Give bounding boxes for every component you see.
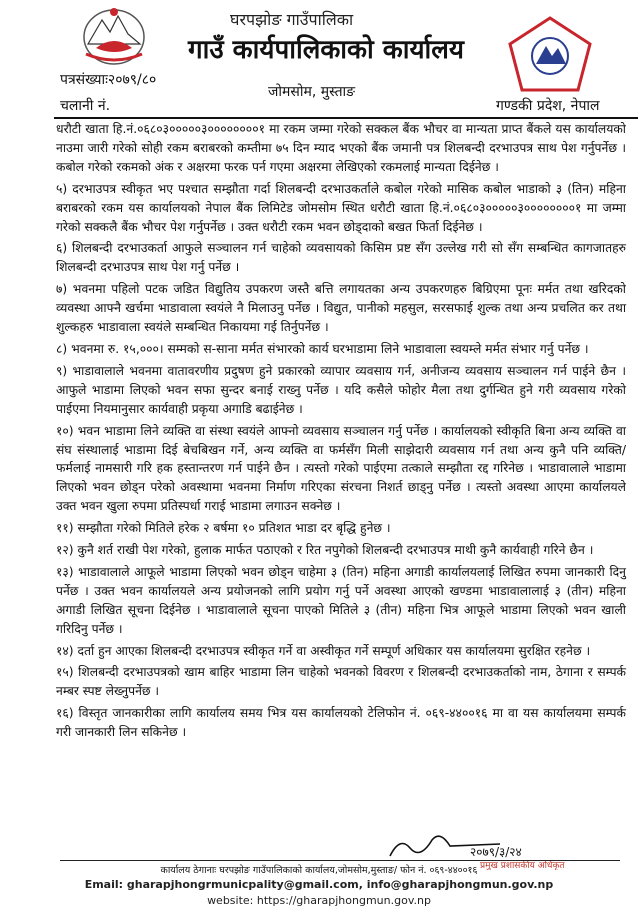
province-label: गण्डकी प्रदेश, नेपाल [496,98,600,114]
footer-address: कार्यालय ठेगानाः घरपझोङ गाउँपालिकाको कार्यालय,जोमसोम,मुस्ताङ/ फोन नं. ०६९-४४००१६ [160,865,478,876]
municipality-seal-icon [500,14,600,94]
signature-date: २०७९/३/२४ [470,845,522,859]
paragraph: ५) दरभाउपत्र स्वीकृत भए पश्चात सम्झौता गर्दा शिलबन्दी दरभाउकर्ताले कबोल गरेको मासिक कबोल भाडाको ३ (तिन) महिना बराबरको रकम यस कार्यालयको नेपाल बैंक लिमिटेड जोमसोम स्थित धरौटी खाता हि.नं.०६८०३०००००३००००००००१ मा जम्मा गरेको सक्कलै बैंक भौचर पेश गर्नुपर्नेछ । उक्त धरौटी रकम भवन छोड्दाको बखत फिर्ता दिईनेछ । [56,181,626,234]
paragraph: १३) भाडावालाले आफूले भाडामा लिएको भवन छोड्न चाहेमा ३ (तिन) महिना अगाडी कार्यालयलाई लिखित रुपमा जानकारी दिनु पर्नेछ । उक्त भवन कार्यालयले अन्य प्रयोजनको लागि प्रयोग गर्नु पर्ने अवस्था आएको खण्डमा भाडावालालाई ३ (तीन) महिना अगाडी लिखित सूचना दिईनेछ । भाडावालाले सूचना पाएको मितिले ३ (तीन) महिना भित्र आफूले भाडामा लिएको भवन खाली गरिदिनु पर्नेछ । [56,564,626,636]
paragraph: ६) शिलबन्दी दरभाउकर्ता आफुले सञ्चालन गर्न चाहेको व्यवसायको किसिम प्रष्ट सँग उल्लेख गरी सो सँग सम्बन्धित कागजातहरु शिलबन्दी दरभाउपत्र साथ पेश गर्नु पर्नेछ । [56,241,626,275]
notice-body [56,120,626,745]
letterhead [0,0,638,118]
office-location: जोमसोम, मुस्ताङ [268,84,356,100]
paragraph: १०) भवन भाडामा लिने व्यक्ति वा संस्था स्वयंले आफ्नो व्यवसाय सञ्चालन गर्नु पर्नेछ । कार्यालयको स्वीकृति बिना अन्य व्यक्ति वा संघ संस्थालाई भाडामा दिई बेचबिखन गर्ने, अन्य व्यक्ति वा फर्मसँग मिली साझेदारी व्यवसाय गर्न तथा अन्य कुनै पनि व्यक्ति/फर्मलाई नामसारी गरि हक हस्तान्तरण गर्न पाईने छैन । त्यस्तो गरेको पाईएमा तत्काले सम्झौता रद्द गरिनेछ । भाडावालाले भाडामा लिएको भवन छोड्न परेको अवस्थामा भवनमा निर्माण गरिएका संरचना निशर्त छाड्नु पर्नेछ । त्यस्तो अवस्था आएमा कार्यालयले उक्त भवन खुला रुपमा प्रतिस्पर्धा गराई भाडामा लगाउन सक्नेछ । [56,423,626,514]
dispatch-number: चलानी नं. [60,98,111,114]
stamp-text: प्रमुख प्रशासकीय अधिकृत [480,861,565,870]
nepal-emblem-icon [78,4,150,66]
paragraph: ११) सम्झौता गरेको मितिले हरेक २ बर्षमा १० प्रतिशत भाडा दर बृद्धि हुनेछ । [56,521,391,536]
paragraph: धरौटी खाता हि.नं.०६८०३०००००३००००००००१ मा रकम जम्मा गरेको सक्कल बैंक भौचर वा मान्यता प्राप्त बैंकले यस कार्यालयको नाउमा जारी गरेको सोही रकम बराबरको कम्तीमा ७५ दिन म्याद भएको बैंक जमानी पत्र शिलबन्दी दरभाउपत्र साथ पेश गर्नुपर्नेछ । कबोल गरेको रकमको अंक र अक्षरमा फरक पर्न गएमा अक्षरमा लेखिएको रकमलाई मान्यता दिईनेछ । [56,122,626,174]
paragraph: ७) भवनमा पहिलो पटक जडित विद्युतिय उपकरण जस्तै बत्ति लगायतका अन्य उपकरणहरु बिग्रिएमा पूनः मर्मत तथा खरिदको व्यवस्था आफ्नै खर्चमा भाडावाला स्वयंले नै मिलाउनु पर्नेछ । विद्युत, पानीको महसुल, सरसफाई शुल्क तथा अन्य प्रचलित कर तथा शुल्कहरु भाडावाला स्वयंले सम्बन्धित निकायमा गई तिर्नुपर्नेछ । [56,282,626,335]
paragraph: १४) दर्ता हुन आएका शिलबन्दी दरभाउपत्र स्वीकृत गर्ने वा अस्वीकृत गर्ने सम्पूर्ण अधिकार यस कार्यालयमा सुरक्षित रहनेछ । [56,643,591,658]
paragraph: १५) शिलबन्दी दरभाउपत्रको खाम बाहिर भाडामा लिन चाहेको भवनको विवरण र शिलबन्दी दरभाउकर्ताको नाम, ठेगाना र सम्पर्क नम्बर स्पष्ट लेख्नुपर्नेछ । [56,665,626,699]
paragraph: ९) भाडावालाले भवनमा वातावरणीय प्रदुषण हुने प्रकारको व्यापार व्यवसाय गर्न, अनीजन्य व्यवसाय सञ्चालन गर्न पाईने छैन । आफुले भाडामा लिएको भवन सफा सुन्दर बनाई राख्नु पर्नेछ । यदि कसैले फोहोर मैला तथा दुर्गन्धित हुने गरी व्यवसाय गरेको पाईएमा नियमानुसार कार्यवाही प्रकृया अगाडि बढाईनेछ । [56,363,626,416]
footer-website: website: https://gharapjhongmun.gov.np [207,894,431,907]
footer-divider [60,860,620,861]
office-title: गाउँ कार्यपालिकाको कार्यालय [188,35,464,65]
header-divider [54,117,638,119]
reference-number: पत्रसंख्याः२०७९/८० [60,72,157,88]
municipality-name: घरपझोङ गाउँपालिका [230,10,354,29]
footer-email: Email: gharapjhongrmunicpality@gmail.com, info@gharapjhongmun.gov.np [84,878,554,891]
paragraph: ८) भवनमा रु. १५,०००। सम्मको स-साना मर्मत संभारको कार्य घरभाडामा लिने भाडावाला स्वयम्ले मर्मत संभार गर्नु पर्नेछ । [56,341,589,356]
paragraph: १२) कुनै शर्त राखी पेश गरेको, हुलाक मार्फत पठाएको र रित नपुगेको शिलबन्दी दरभाउपत्र माथी कुनै कार्यवाही गरिने छैन । [56,543,594,558]
paragraph: १६) विस्तृत जानकारीका लागि कार्यालय समय भित्र यस कार्यालयको टेलिफोन नं. ०६९-४४००१६ मा वा यस कार्यालयमा सम्पर्क गरी जानकारी लिन सकिनेछ । [56,706,626,740]
